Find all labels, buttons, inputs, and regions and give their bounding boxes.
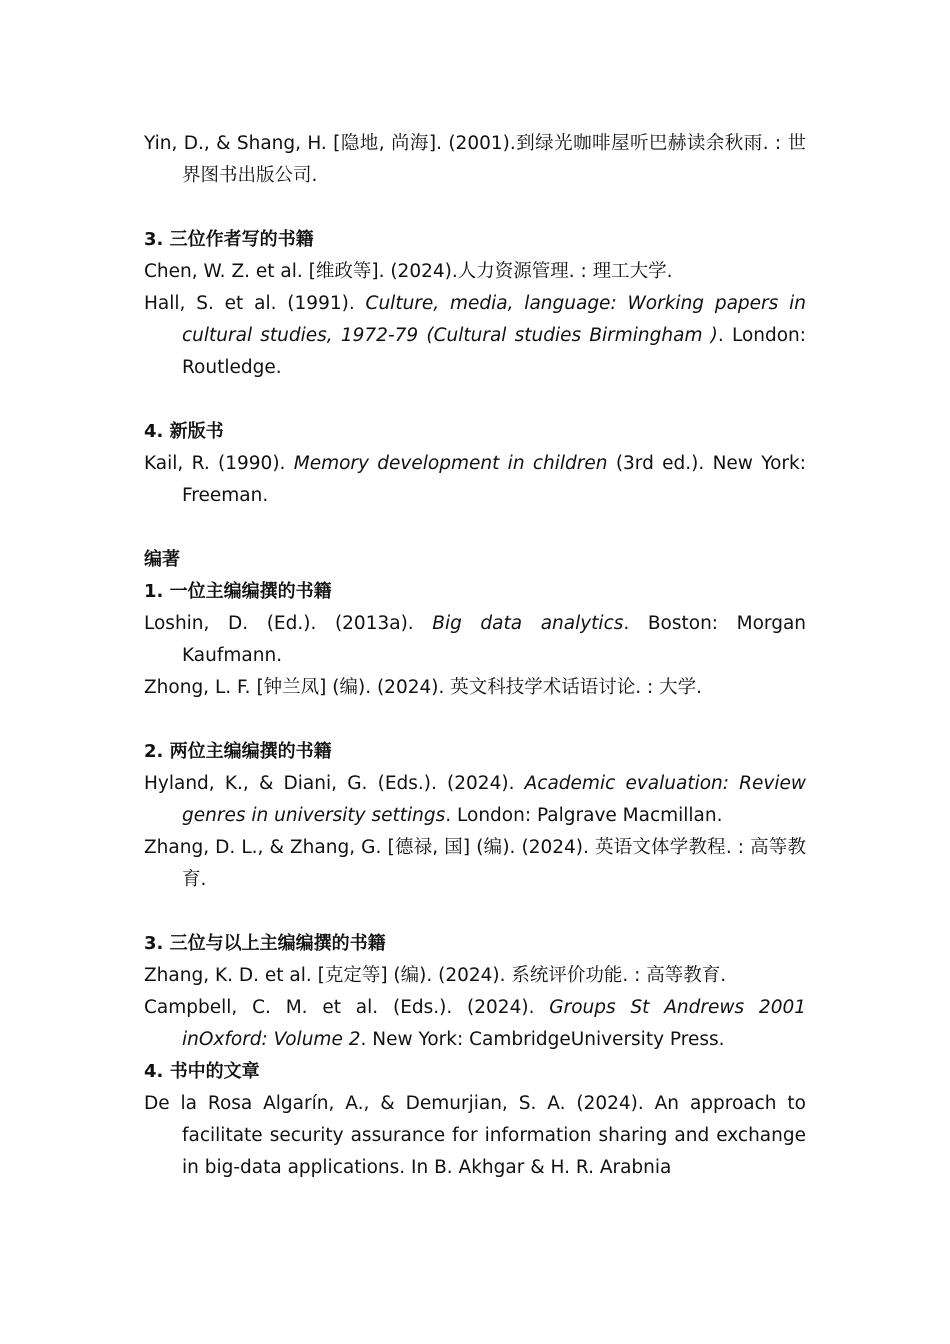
- reference-title-italic: Memory development in children: [293, 453, 608, 474]
- section-spacer: [144, 384, 806, 416]
- reference-title-italic: Groups St Andrews 2001 inOxford: Volume 2: [182, 997, 807, 1050]
- reference-title-italic: Culture, media, language: Working papers in cultural studies, 1972-79 (Cultural studies Birmingham ): [182, 293, 806, 346]
- section-heading: 3. 三位作者写的书籍: [144, 229, 314, 250]
- reference-list: [144, 128, 806, 1184]
- reference-text: . London: Palgrave Macmillan.: [445, 805, 723, 826]
- section-spacer: [144, 704, 806, 736]
- section-heading: 4. 书中的文章: [144, 1061, 260, 1082]
- reference-text: (3rd ed.). New York: Freeman.: [182, 453, 806, 506]
- reference-entry: [144, 128, 806, 192]
- reference-text: . New York: CambridgeUniversity Press.: [360, 1029, 725, 1050]
- reference-entry: [144, 672, 806, 704]
- reference-entry: [144, 448, 806, 512]
- reference-entry: [144, 992, 806, 1056]
- section-spacer: [144, 192, 806, 224]
- section-heading: 2. 两位主编编撰的书籍: [144, 741, 332, 762]
- reference-text: Campbell, C. M. et al. (Eds.). (2024).: [144, 997, 550, 1018]
- reference-text: Zhang, D. L., & Zhang, G. [德禄, 国] (编). (2024). 英语文体学教程. : 高等教育.: [144, 837, 806, 890]
- reference-text: Hyland, K., & Diani, G. (Eds.). (2024).: [144, 773, 525, 794]
- section-heading: 4. 新版书: [144, 421, 224, 442]
- reference-text: Kail, R. (1990).: [144, 453, 294, 474]
- reference-text: De la Rosa Algarín, A., & Demurjian, S. A. (2024). An approach to facilitate security assurance for information sharing and exchange in big-data applications. In B. Akhgar & H. R. Arabnia: [144, 1093, 806, 1178]
- section-spacer: [144, 896, 806, 928]
- reference-text: Chen, W. Z. et al. [维政等]. (2024).人力资源管理. : 理工大学.: [144, 261, 673, 282]
- reference-text: Zhong, L. F. [钟兰凤] (编). (2024). 英文科技学术话语讨论. : 大学.: [144, 677, 702, 698]
- reference-text: Yin, D., & Shang, H. [隐地, 尚海]. (2001).到绿光咖啡屋听巴赫读余秋雨. : 世界图书出版公司.: [144, 133, 806, 186]
- reference-entry: [144, 608, 806, 672]
- reference-entry: [144, 1088, 806, 1184]
- reference-text: Hall, S. et al. (1991).: [144, 293, 366, 314]
- reference-entry: [144, 288, 806, 384]
- reference-text: Zhang, K. D. et al. [克定等] (编). (2024). 系统评价功能. : 高等教育.: [144, 965, 727, 986]
- reference-entry: [144, 832, 806, 896]
- section-spacer: [144, 512, 806, 544]
- reference-text: . Boston: Morgan Kaufmann.: [182, 613, 806, 666]
- reference-text: Loshin, D. (Ed.). (2013a).: [144, 613, 433, 634]
- reference-text: . London: Routledge.: [182, 325, 807, 378]
- section-heading: 编著: [144, 549, 180, 570]
- section-heading: 1. 一位主编编撰的书籍: [144, 581, 332, 602]
- reference-entry: [144, 768, 806, 832]
- reference-entry: [144, 960, 806, 992]
- reference-title-italic: Big data analytics: [432, 613, 624, 634]
- section-heading: 3. 三位与以上主编编撰的书籍: [144, 933, 386, 954]
- reference-entry: [144, 256, 806, 288]
- reference-title-italic: Academic evaluation: Review genres in university settings: [182, 773, 807, 826]
